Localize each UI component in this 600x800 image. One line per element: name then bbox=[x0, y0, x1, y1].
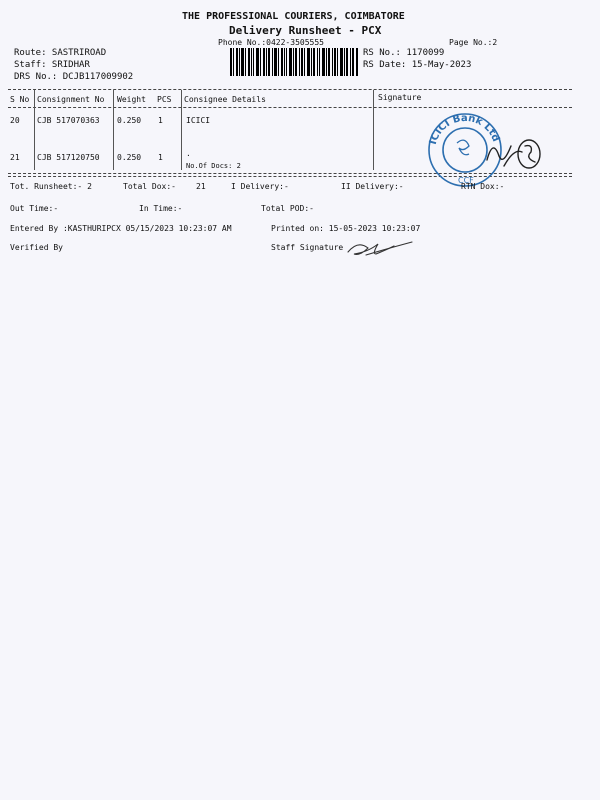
rs-number: RS No.: 1170099 bbox=[363, 48, 445, 58]
page-number: Page No.:2 bbox=[449, 38, 498, 47]
col-header-sno: S No bbox=[10, 95, 30, 104]
col-header-pcs: PCS bbox=[157, 95, 172, 104]
svg-text:ICICI Bank Ltd: ICICI Bank Ltd bbox=[427, 112, 502, 146]
row-sno: 20 bbox=[10, 116, 20, 125]
total-pod: Total POD:- bbox=[261, 204, 314, 213]
row-pcs: 1 bbox=[158, 153, 163, 162]
total-runsheet: Tot. Runsheet:- 2 bbox=[10, 182, 92, 191]
phone-number: Phone No.:0422-3505555 bbox=[218, 38, 324, 47]
first-delivery: I Delivery:- bbox=[231, 182, 289, 191]
entered-by: Entered By :KASTHURIPCX 05/15/2023 10:23:07 AM bbox=[10, 224, 232, 233]
row-weight: 0.250 bbox=[117, 153, 142, 162]
row-consignee: ICICI bbox=[186, 116, 211, 125]
col-header-signature: Signature bbox=[378, 93, 422, 102]
col-header-consignment: Consignment No bbox=[37, 95, 105, 104]
col-header-weight: Weight bbox=[117, 95, 146, 104]
no-of-docs: No.Of Docs: 2 bbox=[186, 162, 241, 170]
staff-signature-scribble bbox=[346, 236, 416, 260]
second-delivery: II Delivery:- bbox=[341, 182, 404, 191]
table-top-rule bbox=[8, 89, 572, 90]
total-dox-label: Total Dox:- bbox=[123, 182, 176, 191]
rs-date: RS Date: 15-May-2023 bbox=[363, 60, 472, 70]
row-consignment: CJB 517120750 bbox=[37, 153, 100, 162]
staff-signature-label: Staff Signature bbox=[271, 243, 344, 252]
company-name: THE PROFESSIONAL COURIERS, COIMBATORE bbox=[182, 11, 405, 22]
col-divider bbox=[113, 90, 114, 170]
verified-by: Verified By bbox=[10, 243, 63, 252]
receiver-signature bbox=[484, 126, 554, 178]
col-header-consignee: Consignee Details bbox=[184, 95, 266, 104]
drs-number: DRS No.: DCJB117009902 bbox=[14, 72, 134, 82]
col-divider bbox=[373, 90, 374, 170]
route: Route: SASTRIROAD bbox=[14, 48, 107, 58]
row-sno: 21 bbox=[10, 153, 20, 162]
row-consignment: CJB 517070363 bbox=[37, 116, 100, 125]
return-dox: RTN Dox:- bbox=[461, 182, 505, 191]
total-dox-value: 21 bbox=[196, 182, 206, 191]
out-time: Out Time:- bbox=[10, 204, 59, 213]
row-pcs: 1 bbox=[158, 116, 163, 125]
staff: Staff: SRIDHAR bbox=[14, 60, 90, 70]
in-time: In Time:- bbox=[139, 204, 183, 213]
row-weight: 0.250 bbox=[117, 116, 142, 125]
barcode bbox=[230, 48, 358, 76]
col-divider bbox=[34, 90, 35, 170]
svg-text:CCF: CCF bbox=[458, 176, 474, 185]
col-divider bbox=[181, 90, 182, 170]
row-consignee: . bbox=[186, 149, 191, 158]
document-title: Delivery Runsheet - PCX bbox=[229, 24, 382, 37]
printed-on: Printed on: 15-05-2023 10:23:07 bbox=[271, 224, 421, 233]
